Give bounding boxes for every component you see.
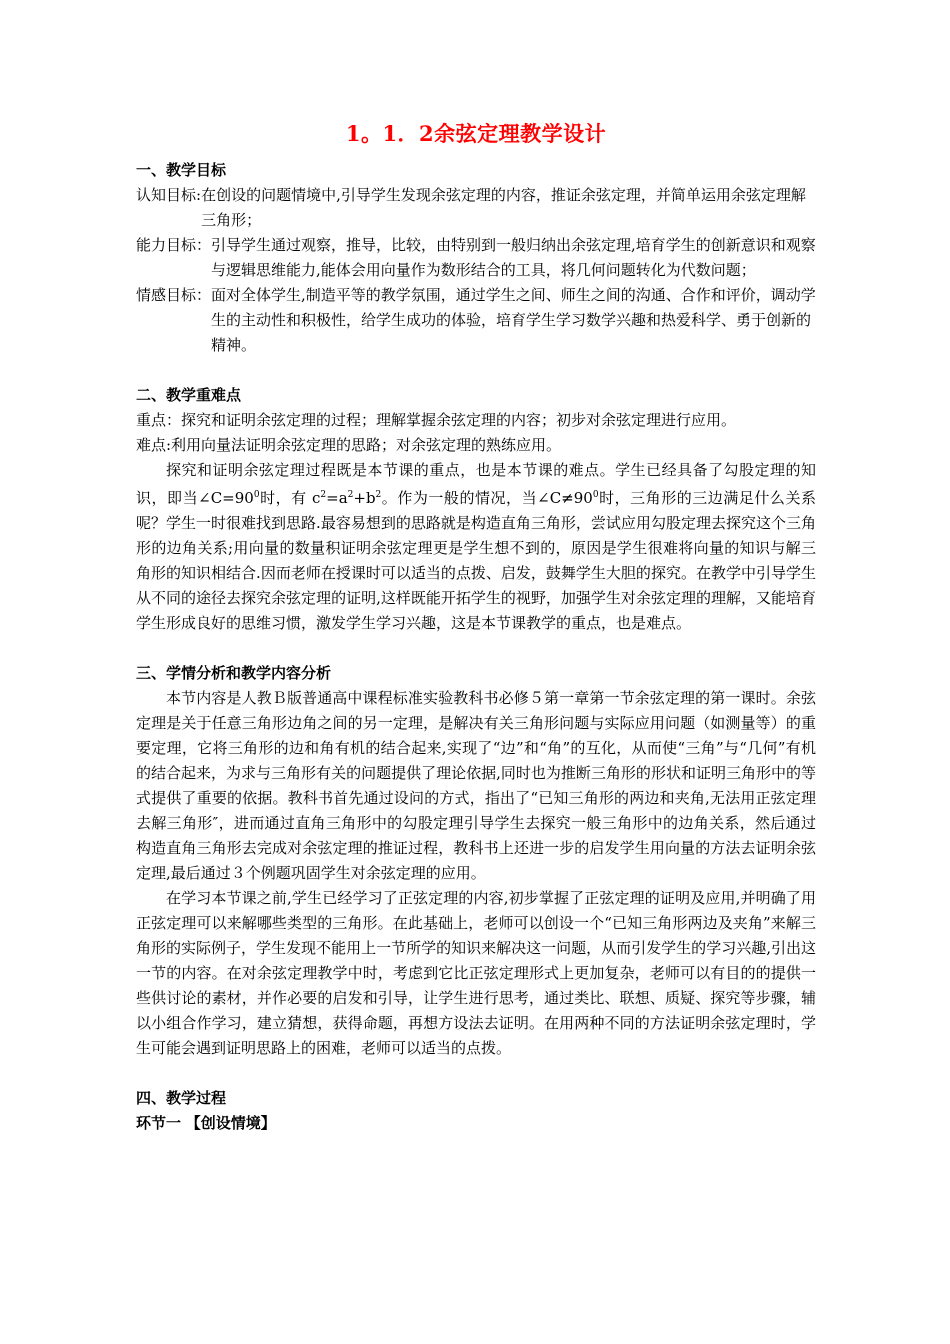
step-label: 环节一 xyxy=(136,1114,182,1132)
section-heading-key-points: 二、教学重难点 xyxy=(136,386,242,404)
analysis-paragraph-2: 在学习本节课之前,学生已经学习了正弦定理的内容,初步掌握了正弦定理的证明及应用,并明确了用正弦定理可以来解哪些类型的三角形。在此基础上，老师可以创设一个“已知三角形两边及夹角”来解三角形的实际例子，学生发现不能用上一节所学的知识来解决这一问题，从而引发学生的学习兴趣,引出这一节的内容。在对余弦定理教学中时，考虑到它比正弦定理形式上更加复杂，老师可以有目的的提供一些供讨论的素材，并作必要的启发和引导，让学生进行思考，通过类比、联想、质疑、探究等步骤，辅以小组合作学习，建立猜想，获得命题，再想方设法去证明。在用两种不同的方法证明余弦定理时，学生可能会遇到证明思路上的困难，老师可以适当的点拨。 xyxy=(136,889,816,1057)
objective-label: 认知目标: xyxy=(136,186,202,204)
objective-cognitive xyxy=(136,183,816,233)
text-run: +b xyxy=(353,489,376,507)
section-heading-objectives: 一、教学目标 xyxy=(136,161,227,179)
text-run: 时，三角形的三边满足什么关系呢？学生一时很难找到思路.最容易想到的思路就是构造直角三角形，尝试应用勾股定理去探究这个三角形的边角关系;用向量的数量积证明余弦定理更是学生想不到的，原因是学生很难将向量的知识与解三角形的知识相结合.因而老师在授课时可以适当的点拨、启发，鼓舞学生大胆的探究。在教学中引导学生从不同的途径去探究余弦定理的证明,这样既能开拓学生的视野，加强学生对余弦定理的理解，又能培育学生形成良好的思维习惯，激发学生学习兴趣，这是本节课教学的重点，也是难点。 xyxy=(136,489,816,632)
key-point-line: 重点：探究和证明余弦定理的过程；理解掌握余弦定理的内容；初步对余弦定理进行应用。 xyxy=(136,411,737,429)
document-page xyxy=(136,118,816,1136)
step-title: 【创设情境】 xyxy=(185,1114,276,1132)
text-run: 时，有 c xyxy=(259,489,321,507)
analysis-paragraph-1: 本节内容是人教Ｂ版普通高中课程标准实验教科书必修５第一章第一节余弦定理的第一课时。余弦定理是关于任意三角形边角之间的另一定理，是解决有关三角形问题与实际应用问题（如测量等）的重要定理，它将三角形的边和角有机的结合起来,实现了“边”和“角”的互化，从而使“三角”与“几何”有机的结合起来，为求与三角形有关的问题提供了理论依据,同时也为推断三角形的形状和证明三角形中的等式提供了重要的依据。教科书首先通过设问的方式，指出了“已知三角形的两边和夹角,无法用正弦定理去解三角形″，进而通过直角三角形中的勾股定理引导学生去探究一般三角形中的边角关系，然后通过构造直角三角形去完成对余弦定理的推证过程，教科书上还进一步的启发学生用向量的方法去证明余弦定理,最后通过３个例题巩固学生对余弦定理的应用。 xyxy=(136,689,816,882)
objective-label: 情感目标： xyxy=(136,286,212,304)
text-run: 探究和证明余弦定理过程既是本节课的重点，也是本节课的难点。学生已经具备了勾股定理的知识，即当∠C=90 xyxy=(136,461,816,507)
objective-text: 面对全体学生,制造平等的教学氛围，通过学生之间、师生之间的沟通、合作和评价，调动学生的主动性和积极性，给学生成功的体验，培育学生学习数学兴趣和热爱科学、勇于创新的精神。 xyxy=(211,286,816,354)
text-run: =a xyxy=(326,489,348,507)
objective-ability xyxy=(136,233,816,283)
objective-text: 引导学生通过观察，推导，比较，由特别到一般归纳出余弦定理,培育学生的创新意识和观察与逻辑思维能力,能体会用向量作为数形结合的工具，将几何问题转化为代数问题； xyxy=(211,236,816,279)
difficult-point-line: 难点:利用向量法证明余弦定理的思路；对余弦定理的熟练应用。 xyxy=(136,436,562,454)
key-points-paragraph xyxy=(136,458,816,636)
objective-text: 在创设的问题情境中,引导学生发现余弦定理的内容，推证余弦定理，并简单运用余弦定理解三角形； xyxy=(201,186,806,229)
square-superscript: 2 xyxy=(320,490,327,500)
objective-label: 能力目标： xyxy=(136,236,212,254)
process-step-1 xyxy=(136,1111,816,1136)
square-superscript: 2 xyxy=(375,490,382,500)
document-title: 1。1．2余弦定理教学设计 xyxy=(345,121,607,146)
square-superscript: 2 xyxy=(347,490,354,500)
section-heading-analysis: 三、学情分析和教学内容分析 xyxy=(136,664,332,682)
objective-emotion xyxy=(136,283,816,358)
degree-superscript: 0 xyxy=(592,490,599,500)
section-heading-process: 四、教学过程 xyxy=(136,1089,227,1107)
text-run: 。作为一般的情况，当∠C≠90 xyxy=(381,489,593,507)
degree-superscript: 0 xyxy=(253,490,260,500)
